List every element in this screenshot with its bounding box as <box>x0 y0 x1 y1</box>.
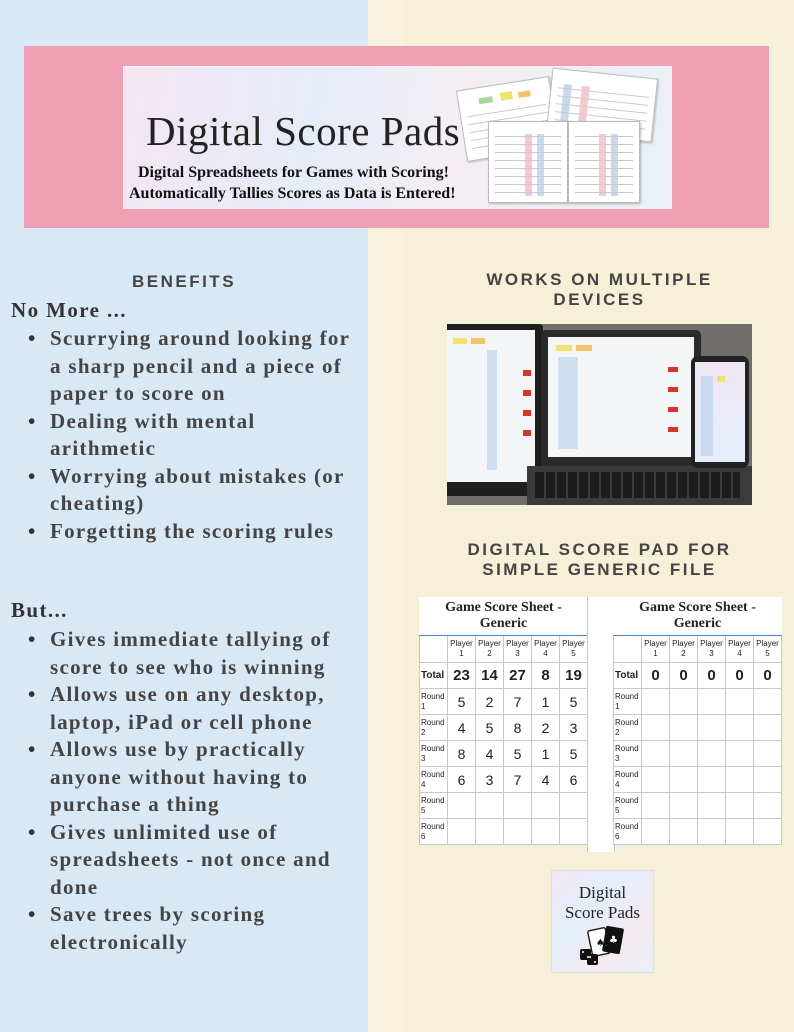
round-label-word: Round <box>421 691 445 701</box>
total-value: 23 <box>448 663 476 689</box>
score-cell: 2 <box>476 689 504 715</box>
player-header <box>532 636 560 663</box>
score-cell: 1 <box>532 741 560 767</box>
round-label-number: 3 <box>615 753 620 763</box>
cards-and-dice-icon <box>552 871 653 972</box>
spreadsheet-thumbnail <box>488 121 568 203</box>
round-label <box>420 689 448 715</box>
generic-heading-line-1: DIGITAL SCORE PAD FOR <box>467 540 732 559</box>
spreadsheet-thumbnail <box>568 121 640 203</box>
player-header <box>560 636 588 663</box>
score-cell <box>504 793 532 819</box>
no-more-item: • Dealing with mental arithmetic <box>18 408 363 463</box>
score-cell: 4 <box>476 741 504 767</box>
round-label <box>420 793 448 819</box>
score-cell <box>754 819 782 845</box>
score-cell <box>698 715 726 741</box>
no-more-item: • Scurrying around looking for a sharp pencil and a piece of paper to score on <box>18 325 363 408</box>
score-cell <box>642 793 670 819</box>
player-header <box>448 636 476 663</box>
score-cell <box>698 689 726 715</box>
logo-line-2: Score Pads <box>564 903 641 922</box>
player-header-label: Player <box>562 639 585 648</box>
player-header-label: Player <box>534 639 557 648</box>
round-label-number: 5 <box>421 805 426 815</box>
player-header-number: 3 <box>709 649 714 658</box>
digital-score-pads-logo <box>551 870 654 973</box>
but-label: But... <box>11 598 68 622</box>
total-label: Total <box>420 663 448 689</box>
player-header <box>754 636 782 663</box>
laptop-device <box>541 330 701 468</box>
round-label-word: Round <box>615 795 639 805</box>
round-label-word: Round <box>421 717 445 727</box>
round-label-word: Round <box>615 743 639 753</box>
score-table <box>613 597 782 845</box>
round-label <box>614 741 642 767</box>
score-cell <box>726 819 754 845</box>
score-cell <box>670 793 698 819</box>
score-cell <box>726 767 754 793</box>
banner-title: Digital Score Pads <box>146 108 461 154</box>
corner-cell <box>420 636 448 663</box>
round-label-number: 6 <box>615 831 620 841</box>
score-cell <box>670 689 698 715</box>
benefit-item: • Gives unlimited use of spreadsheets - not once and done <box>18 819 363 902</box>
score-cell <box>698 793 726 819</box>
devices-photo <box>447 324 752 505</box>
player-header-number: 2 <box>487 649 492 658</box>
no-more-item: • Forgetting the scoring rules <box>18 518 363 546</box>
score-cell <box>670 767 698 793</box>
player-header-label: Player <box>672 639 695 648</box>
round-label-word: Round <box>421 769 445 779</box>
score-sheet-filled <box>419 597 588 845</box>
score-cell: 7 <box>504 767 532 793</box>
round-label <box>420 819 448 845</box>
benefit-item: • Gives immediate tallying of score to see who is winning <box>18 626 363 681</box>
score-cell <box>754 767 782 793</box>
score-cell <box>726 689 754 715</box>
player-header-number: 2 <box>681 649 686 658</box>
total-value: 0 <box>754 663 782 689</box>
total-value: 14 <box>476 663 504 689</box>
score-cell <box>726 715 754 741</box>
score-cell <box>476 793 504 819</box>
benefit-item: • Allows use on any desktop, laptop, iPad or cell phone <box>18 681 363 736</box>
score-table <box>419 597 588 845</box>
score-sheet-title <box>420 597 588 636</box>
score-cell <box>560 819 588 845</box>
round-label-number: 3 <box>421 753 426 763</box>
score-cell <box>726 793 754 819</box>
laptop-keyboard <box>527 466 752 505</box>
player-header-number: 4 <box>543 649 548 658</box>
but-list <box>18 626 363 956</box>
round-label-word: Round <box>615 769 639 779</box>
score-cell <box>532 819 560 845</box>
score-sheet-title-line-1: Game Score Sheet - <box>639 600 756 615</box>
no-more-list <box>18 325 363 545</box>
player-header-number: 5 <box>571 649 576 658</box>
corner-cell <box>614 636 642 663</box>
score-cell <box>698 819 726 845</box>
player-header <box>476 636 504 663</box>
banner-image <box>123 66 672 209</box>
player-header <box>504 636 532 663</box>
player-header <box>670 636 698 663</box>
score-cell <box>642 741 670 767</box>
banner-subtitle-1: Digital Spreadsheets for Games with Scoring! <box>138 164 449 181</box>
score-cell <box>532 793 560 819</box>
score-cell: 7 <box>504 689 532 715</box>
devices-heading-line-1: WORKS ON MULTIPLE <box>486 270 713 289</box>
player-header-number: 3 <box>515 649 520 658</box>
score-cell: 6 <box>448 767 476 793</box>
player-header <box>726 636 754 663</box>
round-label-word: Round <box>421 743 445 753</box>
score-cell <box>642 689 670 715</box>
player-header-label: Player <box>506 639 529 648</box>
score-cell: 4 <box>448 715 476 741</box>
round-label <box>420 767 448 793</box>
round-label-word: Round <box>421 821 445 831</box>
round-label <box>420 715 448 741</box>
score-cell <box>754 793 782 819</box>
player-header-label: Player <box>478 639 501 648</box>
round-label <box>614 767 642 793</box>
score-cell <box>448 793 476 819</box>
sheet-gap <box>587 597 615 852</box>
score-cell <box>754 741 782 767</box>
player-header-number: 4 <box>737 649 742 658</box>
score-cell <box>670 819 698 845</box>
round-label-word: Round <box>615 821 639 831</box>
benefit-item: • Allows use by practically anyone without having to purchase a thing <box>18 736 363 819</box>
generic-heading-line-2: SIMPLE GENERIC FILE <box>482 560 717 579</box>
score-sheet-empty <box>613 597 782 845</box>
phone-device <box>691 356 749 468</box>
score-cell <box>754 689 782 715</box>
score-sheet-title-line-1: Game Score Sheet - <box>445 600 562 615</box>
score-cell <box>698 741 726 767</box>
devices-heading-line-2: DEVICES <box>553 290 646 309</box>
no-more-item: • Worrying about mistakes (or cheating) <box>18 463 363 518</box>
score-cell: 5 <box>448 689 476 715</box>
score-cell <box>504 819 532 845</box>
score-cell: 5 <box>560 741 588 767</box>
total-value: 0 <box>726 663 754 689</box>
total-value: 8 <box>532 663 560 689</box>
score-cell: 5 <box>504 741 532 767</box>
round-label-number: 1 <box>615 701 620 711</box>
score-cell: 1 <box>532 689 560 715</box>
round-label-number: 2 <box>615 727 620 737</box>
player-header-number: 1 <box>653 649 658 658</box>
total-label: Total <box>614 663 642 689</box>
player-header-label: Player <box>450 639 473 648</box>
score-cell <box>670 741 698 767</box>
player-header-label: Player <box>756 639 779 648</box>
round-label <box>614 689 642 715</box>
round-label-number: 4 <box>615 779 620 789</box>
round-label <box>614 819 642 845</box>
round-label-number: 1 <box>421 701 426 711</box>
round-label-number: 2 <box>421 727 426 737</box>
total-value: 19 <box>560 663 588 689</box>
svg-text:♠: ♠ <box>596 938 605 949</box>
round-label <box>420 741 448 767</box>
score-cell <box>642 767 670 793</box>
round-label-word: Round <box>421 795 445 805</box>
score-cell <box>726 741 754 767</box>
score-cell: 3 <box>560 715 588 741</box>
logo-line-1: Digital <box>578 883 627 902</box>
player-header-number: 5 <box>765 649 770 658</box>
score-sheet-title-line-2: Generic <box>673 616 722 631</box>
score-cell: 2 <box>532 715 560 741</box>
round-label <box>614 715 642 741</box>
round-label-word: Round <box>615 717 639 727</box>
score-sheet-title-line-2: Generic <box>479 616 528 631</box>
total-value: 0 <box>642 663 670 689</box>
score-cell <box>670 715 698 741</box>
svg-text:♣: ♣ <box>609 935 618 946</box>
score-sheet-title <box>614 597 782 636</box>
score-cell: 4 <box>532 767 560 793</box>
score-cell: 6 <box>560 767 588 793</box>
player-header <box>642 636 670 663</box>
player-header-label: Player <box>728 639 751 648</box>
player-header <box>698 636 726 663</box>
score-cell <box>698 767 726 793</box>
round-label <box>614 793 642 819</box>
score-cell <box>476 819 504 845</box>
score-cell: 5 <box>560 689 588 715</box>
round-label-number: 5 <box>615 805 620 815</box>
player-header-number: 1 <box>459 649 464 658</box>
benefits-heading: BENEFITS <box>131 272 237 291</box>
score-cell <box>560 793 588 819</box>
score-cell: 8 <box>504 715 532 741</box>
round-label-number: 4 <box>421 779 426 789</box>
no-more-label: No More ... <box>11 298 127 322</box>
score-cell: 8 <box>448 741 476 767</box>
player-header-label: Player <box>700 639 723 648</box>
score-cell <box>448 819 476 845</box>
benefit-item: • Save trees by scoring electronically <box>18 901 363 956</box>
total-value: 0 <box>698 663 726 689</box>
score-cell: 3 <box>476 767 504 793</box>
score-cell <box>642 715 670 741</box>
player-header-label: Player <box>644 639 667 648</box>
round-label-number: 6 <box>421 831 426 841</box>
score-cell <box>642 819 670 845</box>
total-value: 0 <box>670 663 698 689</box>
round-label-word: Round <box>615 691 639 701</box>
score-cell <box>754 715 782 741</box>
banner-subtitle-2: Automatically Tallies Scores as Data is Entered! <box>129 185 456 202</box>
score-cell: 5 <box>476 715 504 741</box>
total-value: 27 <box>504 663 532 689</box>
